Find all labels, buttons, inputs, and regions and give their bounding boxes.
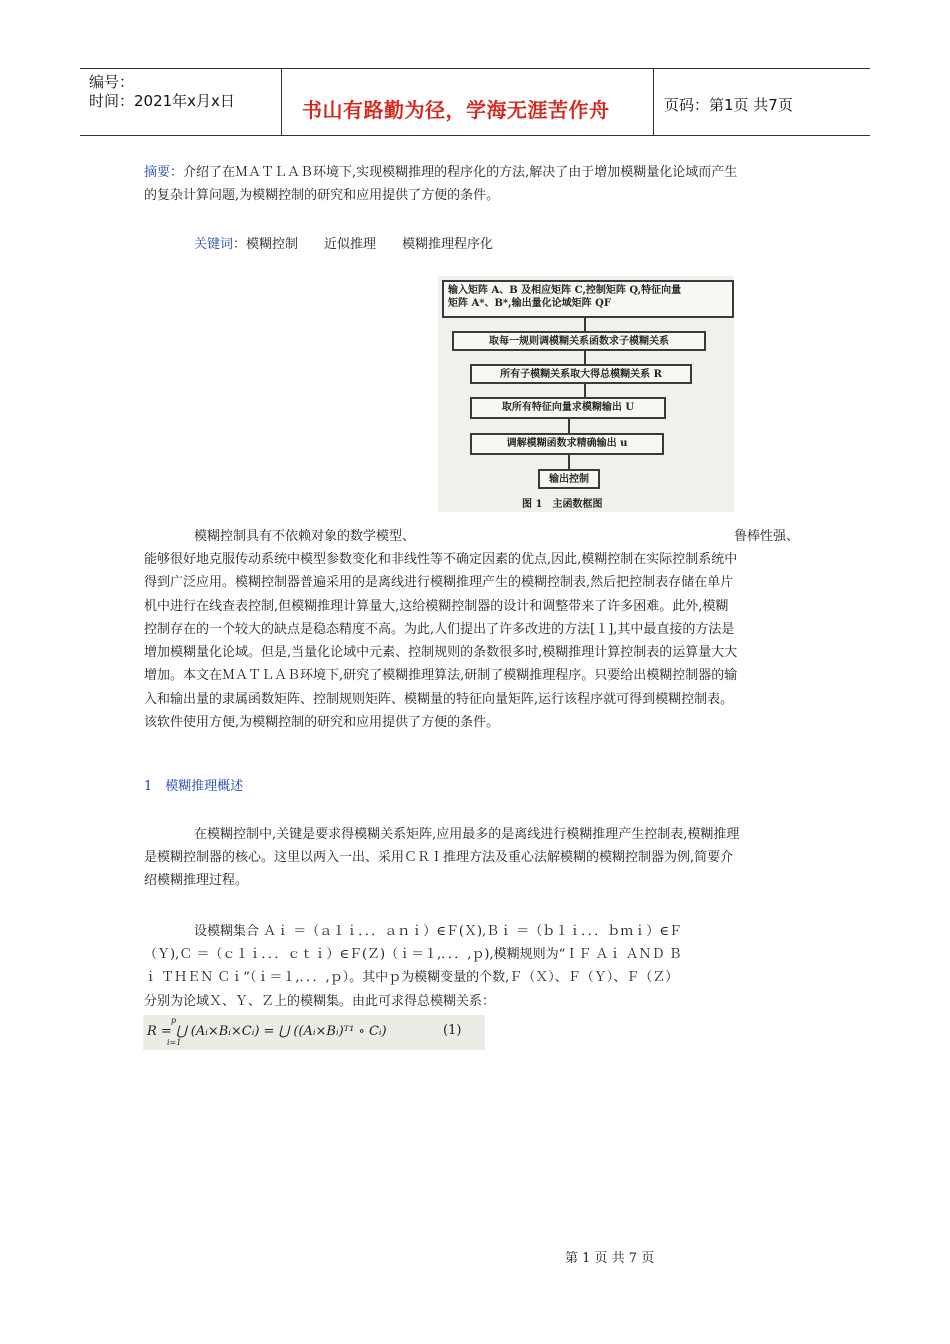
- abstract-label: 摘要: [144, 165, 171, 180]
- flowchart-connector: [568, 455, 570, 469]
- sec2-line: 分别为论域Ｘ、Ｙ、Ｚ上的模糊集。由此可求得总模糊关系：: [144, 993, 496, 1009]
- intro-line: 增加。本文在ＭＡＴＬＡＢ环境下,研究了模糊推理算法,研制了模糊推理程序。只要给出模糊控制器的输: [144, 668, 738, 684]
- header-top-rule: [80, 68, 870, 69]
- formula-image: [143, 1015, 485, 1050]
- intro-line: 控制存在的一个较大的缺点是稳态精度不高。为此,人们提出了许多改进的方法[１],其中最直接的方法是: [144, 621, 735, 637]
- keywords: [194, 233, 856, 256]
- formula-text: R = ⋃ (Aᵢ×Bᵢ×Cᵢ) = ⋃ ((Aᵢ×Bᵢ)ᵀ¹ ∘ Cᵢ): [147, 1024, 387, 1039]
- header-divider-left: [281, 68, 282, 136]
- flowchart-connector: [584, 351, 586, 364]
- sec1-line-1: 在模糊控制中,关键是要求得模糊关系矩阵,应用最多的是离线进行模糊推理产生控制表,模糊推理: [194, 827, 740, 842]
- intro-line-1-right: 鲁棒性强、: [734, 529, 800, 544]
- formula-number: (1): [443, 1023, 462, 1038]
- flowchart-connector: [584, 318, 586, 331]
- flowchart-connector: [568, 419, 570, 433]
- flowchart-box-total-relation: 所有子模糊关系取大得总模糊关系 R: [470, 364, 692, 384]
- flowchart-box-input: [442, 280, 734, 318]
- sec2-line: （Ｙ),Ｃ ＝（ｃ１ｉ．．．ｃｔｉ）∈Ｆ(Ｚ)（ｉ＝１,．．．,ｐ),模糊规则为“ＩＦ Ａｉ ＡＮＤ Ｂ: [144, 947, 682, 962]
- header-bottom-rule: [80, 135, 870, 136]
- abstract-text-1: ：介绍了在ＭＡＴＬＡＢ环境下,实现模糊推理的程序化的方法,解决了由于增加模糊量化论域而产生: [170, 165, 738, 180]
- page-footer: 第 1 页 共 7 页: [565, 1251, 655, 1266]
- header-motto: 书山有路勤为径，学海无涯苦作舟: [302, 98, 610, 122]
- flowchart-box-control-output: 输出控制: [538, 469, 600, 489]
- abstract-text-2: 的复杂计算问题,为模糊控制的研究和应用提供了方便的条件。: [144, 188, 500, 204]
- sec1-paragraph: [144, 846, 806, 893]
- flowchart-box-input-line1: 输入矩阵 A、B 及相应矩阵 C,控制矩阵 Q,特征向量: [448, 285, 682, 296]
- flowchart-box-crisp-output: 调解模糊函数求精确输出 u: [470, 433, 664, 455]
- keywords-text: ：模糊控制 近似推理 模糊推理程序化: [233, 237, 494, 252]
- header-divider-right: [653, 68, 654, 136]
- intro-paragraph: [144, 548, 806, 734]
- flowchart-figure: [438, 276, 734, 512]
- flowchart-caption: 图 1 主函数框图: [522, 499, 603, 510]
- intro-line: 机中进行在线查表控制,但模糊推理计算量大,这给模糊控制器的设计和调整带来了许多困难。此外,模糊: [144, 598, 729, 614]
- intro-line: 得到广泛应用。模糊控制器普遍采用的是离线进行模糊推理产生的模糊控制表,然后把控制表存储在单片: [144, 575, 734, 591]
- intro-line: 能够很好地克服传动系统中模型参数变化和非线性等不确定因素的优点,因此,模糊控制在实际控制系统中: [144, 552, 738, 567]
- abstract: [144, 161, 806, 208]
- sec2-line: ｉ ＴＨＥＮ Ｃｉ”（ｉ＝１,．．．,ｐ）。其中ｐ为模糊变量的个数,Ｆ（Ｘ）、Ｆ（Ｙ）、Ｆ（Ｚ）: [144, 970, 679, 986]
- page-label: 页码：第1页 共7页: [664, 96, 793, 114]
- number-label: 编号：: [89, 73, 135, 91]
- time-label: 时间：2021年x月x日: [89, 92, 235, 110]
- section-1-title: 1 模糊推理概述: [144, 779, 244, 794]
- flowchart-box-input-line2: 矩阵 A*、B*,输出量化论域矩阵 QF: [448, 298, 611, 309]
- flowchart-box-fuzzy-output: 取所有特征向量求模糊输出 U: [470, 397, 666, 419]
- sec1-line: 是模糊控制器的核心。这里以两入一出、采用ＣＲＩ推理方法及重心法解模糊的模糊控制器为例,简要介: [144, 850, 734, 865]
- intro-line: 该软件使用方便,为模糊控制的研究和应用提供了方便的条件。: [144, 715, 500, 731]
- flowchart-box-sub-relation: 取每一规则调模糊关系函数求子模糊关系: [452, 331, 706, 351]
- formula-subscript: i=1: [167, 1038, 182, 1047]
- flowchart-connector: [584, 384, 586, 397]
- intro-line: 增加模糊量化论域。但是,当量化论域中元素、控制规则的条数很多时,模糊推理计算控制表的运算量大大: [144, 645, 738, 661]
- formula-superscript: p: [171, 1016, 177, 1025]
- keywords-label: 关键词: [194, 237, 234, 252]
- sec2-line-1: 设模糊集合 Ａｉ ＝（ａ１ｉ．．．ａｎｉ）∈Ｆ(Ｘ),Ｂｉ ＝（ｂ１ｉ．．．ｂｍｉ）∈Ｆ: [194, 924, 682, 939]
- sec1-line: 绍模糊推理过程。: [144, 873, 249, 889]
- intro-line: 入和输出量的隶属函数矩阵、控制规则矩阵、模糊量的特征向量矩阵,运行该程序就可得到模糊控制表。: [144, 691, 734, 707]
- intro-line-1-left: 模糊控制具有不依赖对象的数学模型、: [194, 529, 416, 544]
- sec2-paragraph: [144, 943, 806, 1013]
